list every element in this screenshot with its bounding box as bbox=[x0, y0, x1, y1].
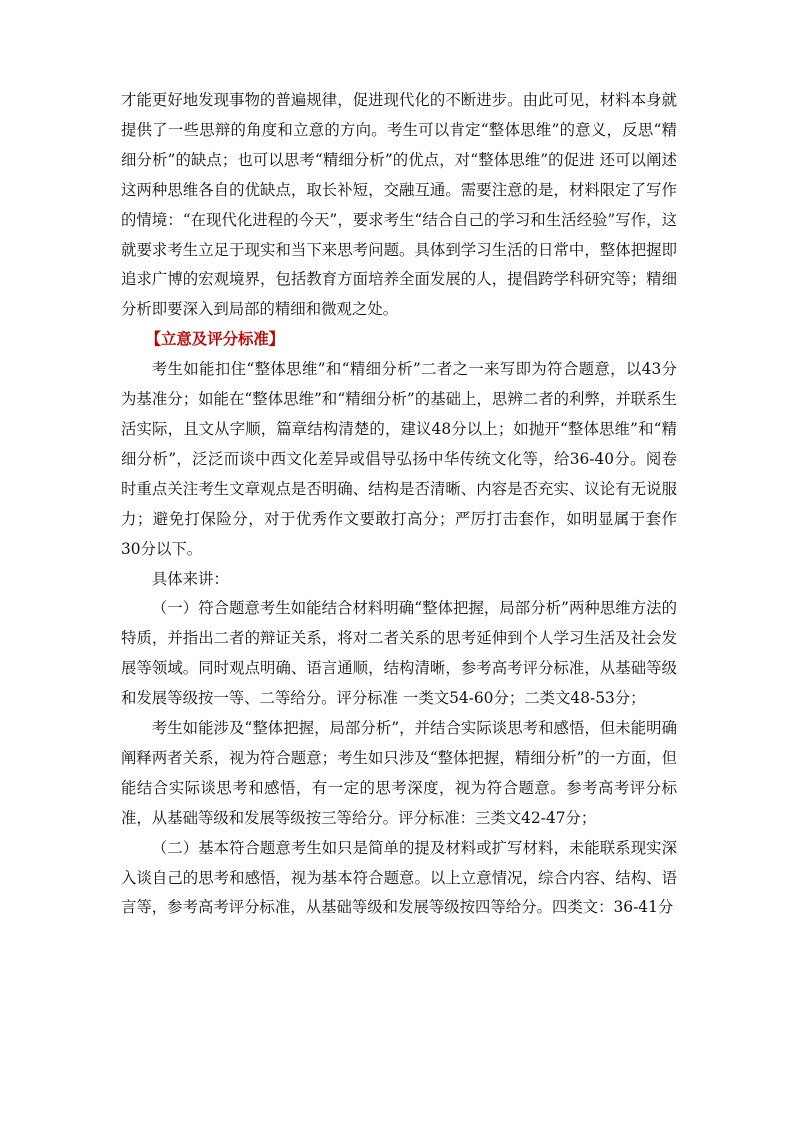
paragraph-scoring-overview: 考生如能扣住“整体思维”和“精细分析”二者之一来写即为符合题意，以43分为基准分；如能在“整体思维”和“精细分析”的基础上，思辨二者的利弊，并联系生活实际，且文从字顺，篇章结构清楚的，建议48分以上；如抛开“整体思维”和“精细分析”，泛泛而谈中西文化差异或倡导弘扬中华传统文化等，给36-40分。阅卷时重点关注考生文章观点是否明确、结构是否清晰、内容是否充实、议论有无说服力；避免打保险分，对于优秀作文要敢打高分；严厉打击套作，如明显属于套作30分以下。 bbox=[121, 360, 677, 558]
paragraph-material-analysis: 才能更好地发现事物的普遍规律，促进现代化的不断进步。由此可见，材料本身就提供了一些思辩的角度和立意的方向。考生可以肯定“整体思维”的意义，反思“精细分析”的缺点；也可以思考“精细分析”的优点，对“整体思维”的促进 还可以阐述这两种思维各自的优缺点，取长补短，交融互通。需要注意的是，材料限定了写作的情境：“在现代化进程的今天”，要求考生“结合自己的学习和生活经验”写作，这就要求考生立足于现实和当下来思考问题。具体到学习生活的日常中，整体把握即追求广博的宏观境界，包括教育方面培养全面发展的人，提倡跨学科研究等；精细分析即要深入到局部的精细和微观之处。 bbox=[121, 91, 677, 319]
paragraph-criteria-two: （二）基本符合题意考生如只是简单的提及材料或扩写材料，未能联系现实深入谈自己的思考和感悟，视为基本符合题意。以上立意情况，综合内容、结构、语言等，参考高考评分标准，从基础等级和发展等级按四等给分。四类文：36-41分 bbox=[121, 838, 677, 917]
paragraph-specifics-intro: 具体来讲： bbox=[151, 569, 229, 588]
document-body bbox=[121, 86, 677, 923]
paragraph-criteria-three: 考生如能涉及“整体把握，局部分析”，并结合实际谈思考和感悟，但未能明确阐释两者关系，视为符合题意；考生如只涉及“整体把握，精细分析”的一方面，但能结合实际谈思考和感悟，有一定的思考深度，视为符合题意。参考高考评分标准，从基础等级和发展等级按三等给分。评分标准：三类文42-47分； bbox=[121, 719, 677, 827]
section-heading: 【立意及评分标准】 bbox=[145, 330, 285, 349]
paragraph-criteria-one: （一）符合题意考生如能结合材料明确“整体把握，局部分析”两种思维方法的特质，并指出二者的辩证关系，将对二者关系的思考延伸到个人学习生活及社会发展等领域。同时观点明确、语言通顺，结构清晰，参考高考评分标准，从基础等级和发展等级按一等、二等给分。评分标准 一类文54-60分；二类文48-53分； bbox=[121, 599, 677, 708]
